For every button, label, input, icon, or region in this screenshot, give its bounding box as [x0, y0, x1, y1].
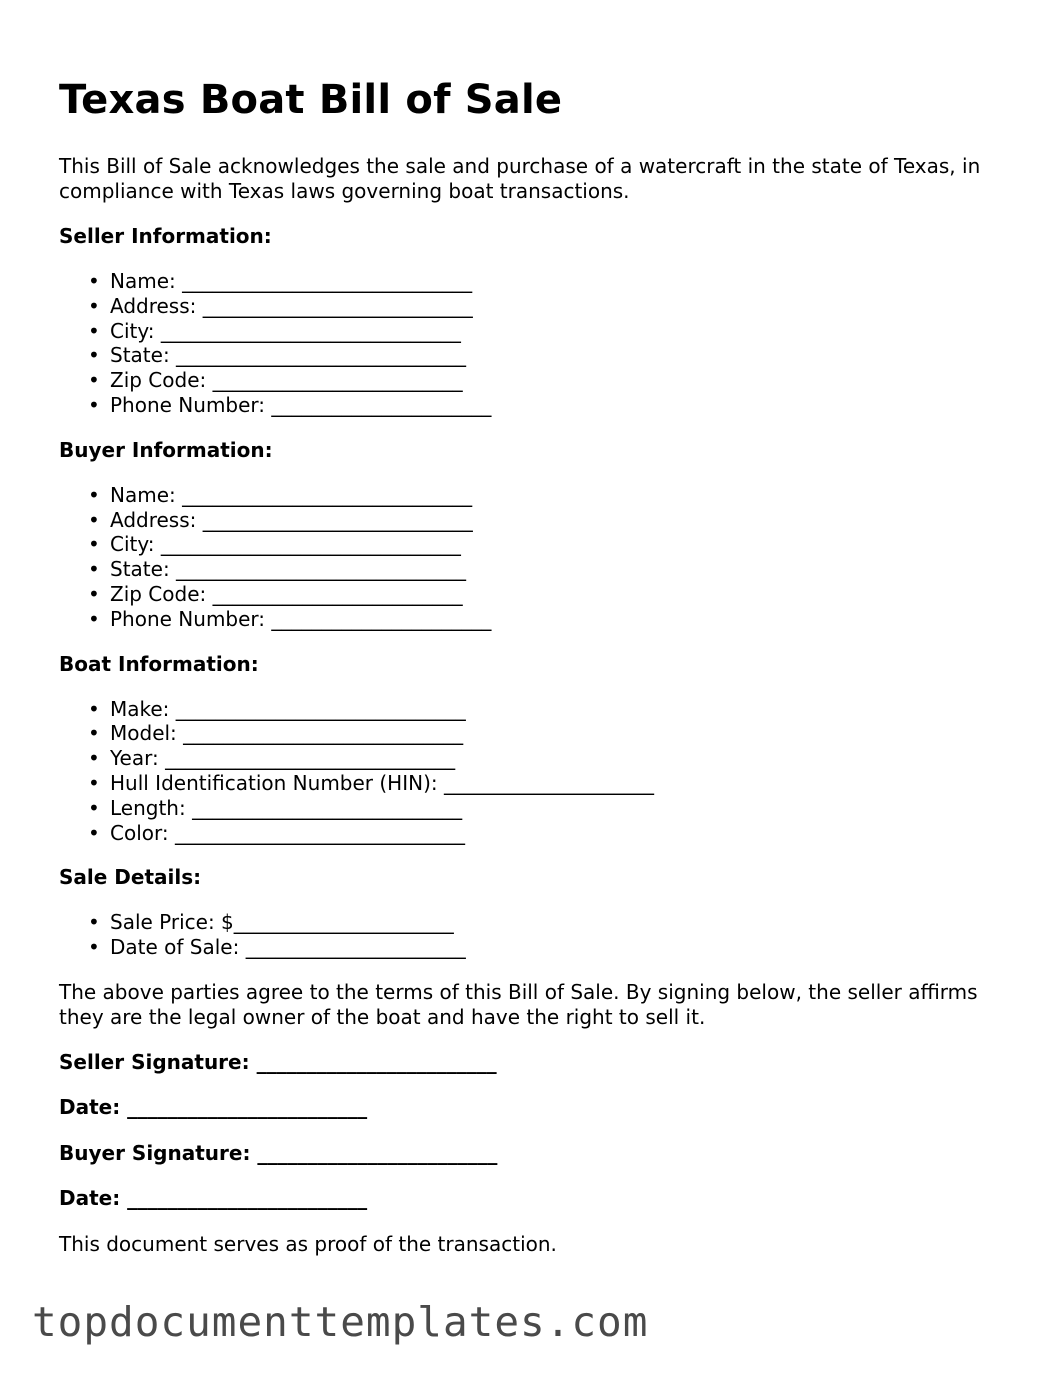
bullet-icon: • — [88, 343, 100, 368]
bullet-icon: • — [88, 581, 100, 606]
seller-fields-list — [59, 269, 1019, 418]
buyer-phone-field: • Phone Number: ______________________ — [88, 606, 492, 631]
bullet-icon: • — [88, 820, 100, 845]
buyer-fields-list — [59, 483, 1019, 632]
intro-paragraph: This Bill of Sale acknowledges the sale and purchase of a watercraft in the state of Texas, in compliance with Texas laws governing boat transactions. — [59, 154, 981, 203]
watermark-text: topdocumenttemplates.com — [32, 1298, 649, 1346]
sale-date-field: • Date of Sale: ______________________ — [88, 935, 466, 960]
bullet-icon: • — [88, 746, 100, 771]
bullet-icon: • — [88, 482, 100, 507]
sale-section-heading: Sale Details: — [59, 865, 202, 890]
buyer-state-field: • State: _____________________________ — [88, 557, 467, 582]
sale-price-field: • Sale Price: $______________________ — [88, 910, 454, 935]
closing-paragraph: The above parties agree to the terms of this Bill of Sale. By signing below, the seller affirms they are the legal owner of the boat and have the right to sell it. — [59, 979, 978, 1029]
bullet-icon: • — [88, 696, 100, 721]
bullet-icon: • — [88, 721, 100, 746]
boat-color-field: • Color: _____________________________ — [88, 820, 465, 845]
seller-phone-field: • Phone Number: ______________________ — [88, 392, 492, 417]
buyer-city-field: • City: ______________________________ — [88, 532, 461, 557]
bullet-icon: • — [88, 606, 100, 631]
boat-model-field: • Model: ____________________________ — [88, 721, 464, 746]
seller-city-field: • City: ______________________________ — [88, 318, 461, 343]
buyer-section-heading: Buyer Information: — [59, 437, 273, 462]
seller-zip-field: • Zip Code: _________________________ — [88, 368, 463, 393]
boat-year-field: • Year: _____________________________ — [88, 746, 456, 771]
boat-length-field: • Length: ___________________________ — [88, 795, 463, 820]
boat-make-field: • Make: _____________________________ — [88, 696, 466, 721]
bullet-icon: • — [88, 269, 100, 293]
boat-section-heading: Boat Information: — [59, 651, 259, 676]
boat-fields-list — [59, 697, 1019, 846]
document-title: Texas Boat Bill of Sale — [59, 77, 563, 123]
buyer-date-line: Date: ________________________ — [59, 1186, 368, 1211]
bullet-icon: • — [88, 318, 100, 343]
seller-address-field: • Address: ___________________________ — [88, 293, 473, 318]
bullet-icon: • — [88, 293, 100, 318]
bullet-icon: • — [88, 507, 100, 532]
bullet-icon: • — [88, 532, 100, 557]
seller-name-field: • Name: _____________________________ — [88, 269, 473, 293]
bullet-icon: • — [88, 368, 100, 393]
seller-date-line: Date: ________________________ — [59, 1095, 368, 1120]
buyer-address-field: • Address: ___________________________ — [88, 507, 473, 532]
seller-state-field: • State: _____________________________ — [88, 343, 467, 368]
bullet-icon: • — [88, 910, 100, 935]
bullet-icon: • — [88, 392, 100, 417]
sale-fields-list — [59, 910, 1019, 960]
boat-hin-field: • Hull Identification Number (HIN): _____________________ — [88, 770, 654, 795]
document-page — [59, 72, 1019, 1257]
footer-note: This document serves as proof of the transaction. — [59, 1231, 557, 1256]
seller-section-heading: Seller Information: — [59, 224, 272, 248]
buyer-zip-field: • Zip Code: _________________________ — [88, 581, 463, 606]
buyer-signature-line: Buyer Signature: ________________________ — [59, 1140, 498, 1165]
bullet-icon: • — [88, 770, 100, 795]
seller-signature-line: Seller Signature: ________________________ — [59, 1049, 497, 1074]
buyer-name-field: • Name: _____________________________ — [88, 482, 473, 507]
bullet-icon: • — [88, 557, 100, 582]
bullet-icon: • — [88, 795, 100, 820]
bullet-icon: • — [88, 935, 100, 960]
